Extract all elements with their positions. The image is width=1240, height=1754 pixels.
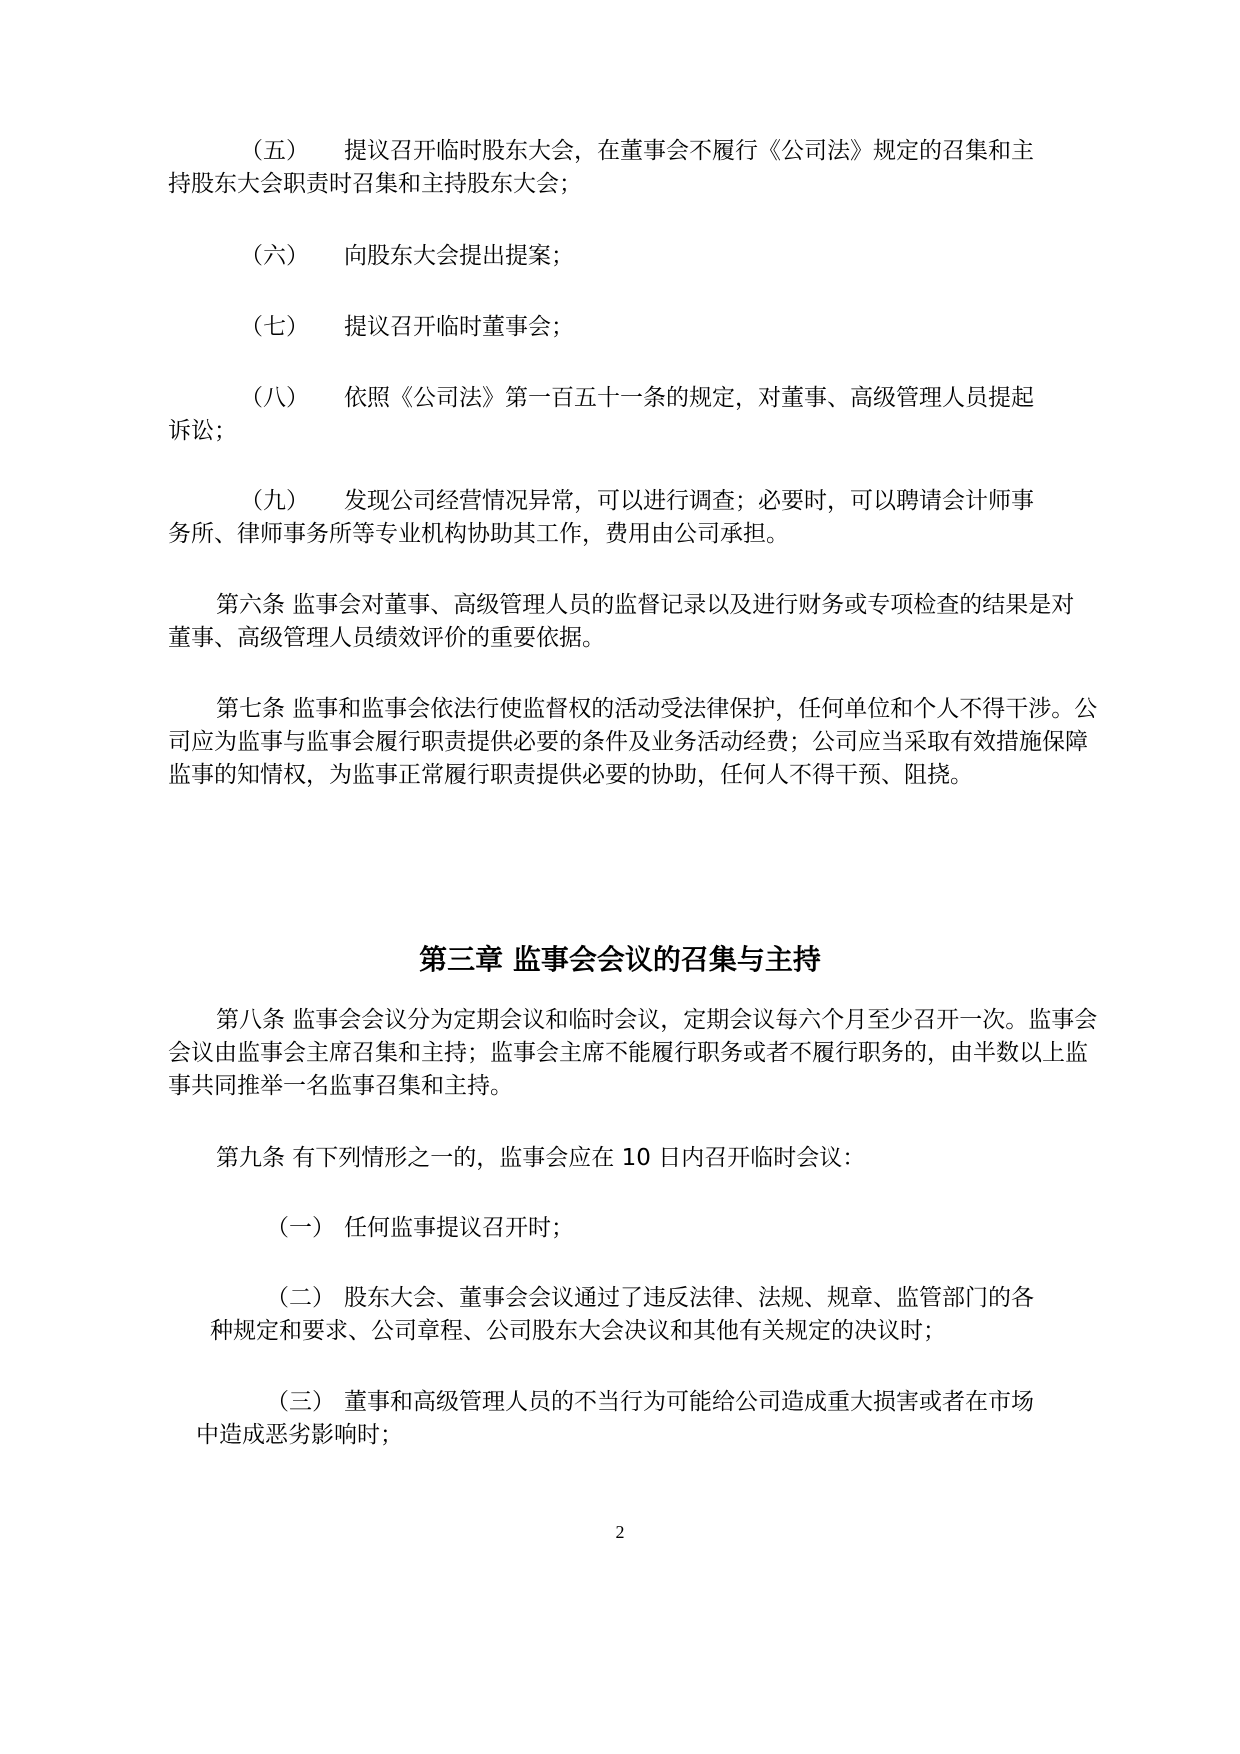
article-6: 第六条 监事会对董事、高级管理人员的监督记录以及进行财务或专项检查的结果是对董事、高级管理人员绩效评价的重要依据。 — [168, 592, 1075, 651]
list-item-9 — [168, 485, 1088, 551]
list-item-number: （五） — [240, 138, 309, 164]
list-item-text-line1: 股东大会、董事会会议通过了违反法律、法规、规章、监管部门的各 — [344, 1285, 1034, 1311]
list-item-text-rest: 诉讼； — [168, 418, 237, 444]
chapter-title: 第三章 监事会会议的召集与主持 — [419, 943, 821, 976]
list-item-text-rest: 持股东大会职责时召集和主持股东大会； — [168, 171, 582, 197]
list-item-number: （九） — [240, 488, 309, 514]
list-item-6 — [168, 240, 1088, 273]
page-number: 2 — [615, 1522, 625, 1542]
list-item-text-line1: 依照《公司法》第一百五十一条的规定，对董事、高级管理人员提起 — [344, 385, 1034, 411]
list-item-text-line1: 向股东大会提出提案； — [344, 243, 574, 269]
list-item-number: （八） — [240, 385, 309, 411]
list-item-number: （七） — [240, 314, 309, 340]
list-item-text-line1: 董事和高级管理人员的不当行为可能给公司造成重大损害或者在市场 — [344, 1389, 1034, 1415]
list-item-text-line1: 提议召开临时董事会； — [344, 314, 574, 340]
list-item-number: （三） — [266, 1389, 335, 1415]
list-item-2 — [210, 1282, 1090, 1348]
list-item-3 — [196, 1386, 1090, 1452]
list-item-number: （二） — [266, 1285, 335, 1311]
list-item-text-rest: 务所、律师事务所等专业机构协助其工作，费用由公司承担。 — [168, 521, 789, 547]
list-item-8 — [168, 382, 1088, 448]
list-item-text-line1: 提议召开临时股东大会，在董事会不履行《公司法》规定的召集和主 — [344, 138, 1034, 164]
list-item-text-rest: 中造成恶劣影响时； — [196, 1422, 403, 1448]
article-7: 第七条 监事和监事会依法行使监督权的活动受法律保护，任何单位和个人不得干涉。公司应为监事与监事会履行职责提供必要的条件及业务活动经费；公司应当采取有效措施保障监事的知情权，为监事正常履行职责提供必要的协助，任何人不得干预、阻挠。 — [168, 696, 1098, 788]
list-item-7 — [168, 311, 1088, 344]
list-item-number: （六） — [240, 243, 309, 269]
list-item-number: （一） — [266, 1215, 335, 1241]
list-item-5 — [168, 135, 1088, 201]
list-item-text-line1: 发现公司经营情况异常，可以进行调查；必要时，可以聘请会计师事 — [344, 488, 1034, 514]
list-item-text-line1: 任何监事提议召开时； — [344, 1215, 574, 1241]
article-8: 第八条 监事会会议分为定期会议和临时会议，定期会议每六个月至少召开一次。监事会会议由监事会主席召集和主持；监事会主席不能履行职务或者不履行职务的，由半数以上监事共同推举一名监事召集和主持。 — [168, 1007, 1098, 1099]
list-item-1 — [210, 1212, 1090, 1245]
article-9: 第九条 有下列情形之一的，监事会应在 10 日内召开临时会议： — [216, 1145, 866, 1171]
list-item-text-rest: 种规定和要求、公司章程、公司股东大会决议和其他有关规定的决议时； — [210, 1318, 946, 1344]
